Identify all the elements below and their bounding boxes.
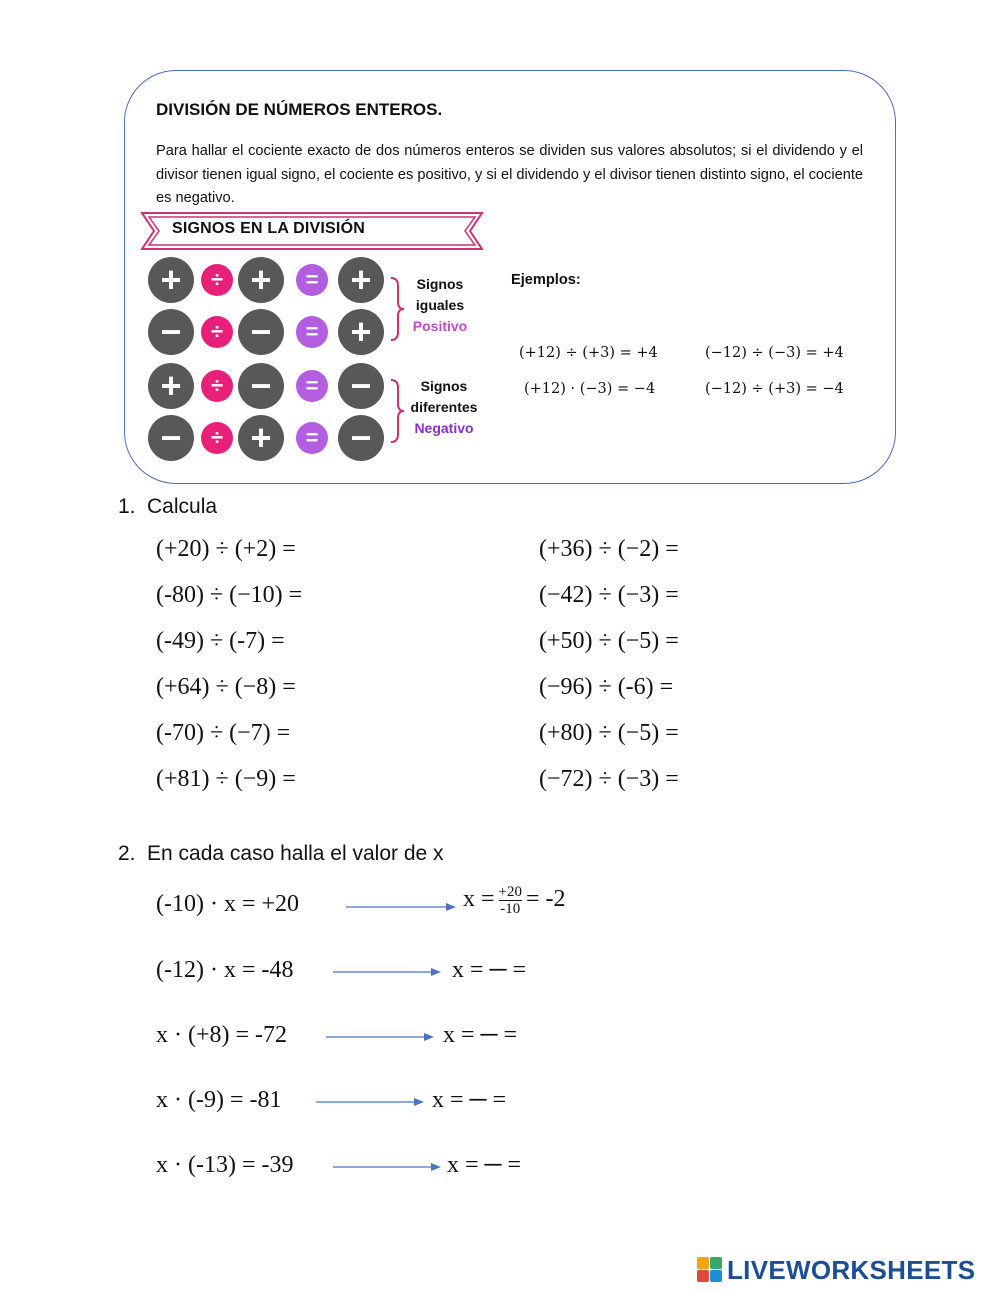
divide-sign-icon: ÷ xyxy=(201,264,233,296)
x-answer-input[interactable]: x = ─ = xyxy=(447,1152,522,1178)
fraction xyxy=(499,884,522,917)
negative-result-label: Negativo xyxy=(414,420,474,436)
example-item: (+12) ÷ (+3) = +4 xyxy=(519,345,658,361)
x-answer-input[interactable]: x = ─ = xyxy=(452,957,527,983)
sign-rule-row xyxy=(148,363,388,411)
section2-number: 2. xyxy=(118,842,136,865)
plus-sign-icon: + xyxy=(338,309,384,355)
example-item: (+12) · (−3) = −4 xyxy=(524,381,656,397)
divide-sign-icon: ÷ xyxy=(201,370,233,402)
x-equation: (-12) · x = -48 xyxy=(156,957,294,983)
x-equation: (-10) · x = +20 xyxy=(156,891,300,917)
divide-sign-icon: ÷ xyxy=(201,316,233,348)
examples-label: Ejemplos: xyxy=(511,272,581,288)
equals-sign-icon: = xyxy=(296,264,328,296)
exercise-equation[interactable]: (−72) ÷ (−3) = xyxy=(539,766,679,792)
exercise-equation[interactable]: (−42) ÷ (−3) = xyxy=(539,582,679,608)
exercise-equation[interactable]: (+50) ÷ (−5) = xyxy=(539,628,679,654)
plus-sign-icon: + xyxy=(238,415,284,461)
exercise-equation[interactable]: (-80) ÷ (−10) = xyxy=(156,582,303,608)
arrow-right-icon xyxy=(333,1162,441,1172)
section2-title: En cada caso halla el valor de x xyxy=(147,842,444,865)
section2-heading xyxy=(118,842,444,866)
exercise-equation[interactable]: (+64) ÷ (−8) = xyxy=(156,674,296,700)
example-item: (−12) ÷ (−3) = +4 xyxy=(705,345,844,361)
minus-sign-icon: − xyxy=(238,309,284,355)
logo-text: LIVEWORKSHEETS xyxy=(727,1254,976,1285)
section1-number: 1. xyxy=(118,495,136,518)
minus-sign-icon: − xyxy=(338,363,384,409)
liveworksheets-logo[interactable] xyxy=(697,1254,975,1286)
signs-banner xyxy=(140,210,484,252)
positive-result-label: Positivo xyxy=(412,318,468,334)
exercise-equation[interactable]: (+80) ÷ (−5) = xyxy=(539,720,679,746)
arrow-right-icon xyxy=(346,902,456,912)
section1-title: Calcula xyxy=(147,495,218,518)
x-equation: x · (-13) = -39 xyxy=(156,1152,294,1178)
fraction-denominator: -10 xyxy=(500,901,521,917)
different-signs-label xyxy=(396,376,492,439)
equal-signs-line2: iguales xyxy=(415,297,465,313)
sign-rule-row xyxy=(148,257,388,305)
plus-sign-icon: + xyxy=(148,363,194,409)
fraction-numerator: +20 xyxy=(498,884,523,900)
plus-sign-icon: + xyxy=(148,257,194,303)
equals-sign-icon: = xyxy=(296,422,328,454)
arrow-right-icon xyxy=(333,967,441,977)
sign-rule-row xyxy=(148,309,388,357)
section1-heading xyxy=(118,495,217,519)
equals-sign-icon: = xyxy=(296,316,328,348)
equal-signs-line1: Signos xyxy=(416,276,464,292)
example-item: (−12) ÷ (+3) = −4 xyxy=(705,381,844,397)
plus-sign-icon: + xyxy=(338,257,384,303)
minus-sign-icon: − xyxy=(148,309,194,355)
info-title: DIVISIÓN DE NÚMEROS ENTEROS. xyxy=(156,100,443,119)
plus-sign-icon: + xyxy=(238,257,284,303)
exercise-equation[interactable]: (−96) ÷ (-6) = xyxy=(539,674,674,700)
banner-title: SIGNOS EN LA DIVISIÓN xyxy=(172,220,365,237)
x-answer-input[interactable]: x = ─ = xyxy=(443,1022,518,1048)
exercise-equation[interactable]: (-49) ÷ (-7) = xyxy=(156,628,285,654)
info-paragraph: Para hallar el cociente exacto de dos números enteros se dividen sus valores absolutos; si el dividendo y el divisor tienen igual signo, el cociente es positivo, y si el dividendo y el divisor tienen distinto signo, el cociente es negativo. xyxy=(156,143,863,206)
arrow-right-icon xyxy=(326,1032,434,1042)
x-answer-result: = -2 xyxy=(526,886,566,913)
exercise-equation[interactable]: (-70) ÷ (−7) = xyxy=(156,720,291,746)
minus-sign-icon: − xyxy=(338,415,384,461)
divide-sign-icon: ÷ xyxy=(201,422,233,454)
arrow-right-icon xyxy=(316,1097,424,1107)
equal-signs-label xyxy=(392,274,488,337)
exercise-equation[interactable]: (+81) ÷ (−9) = xyxy=(156,766,296,792)
equals-sign-icon: = xyxy=(296,370,328,402)
x-equation: x · (+8) = -72 xyxy=(156,1022,288,1048)
x-answer-worked xyxy=(463,884,566,917)
exercise-equation[interactable]: (+36) ÷ (−2) = xyxy=(539,536,679,562)
liveworksheets-logo-icon xyxy=(697,1257,723,1283)
minus-sign-icon: − xyxy=(148,415,194,461)
minus-sign-icon: − xyxy=(238,363,284,409)
diff-signs-line1: Signos xyxy=(420,378,468,394)
x-answer-prefix: x = xyxy=(463,886,495,913)
exercise-equation[interactable]: (+20) ÷ (+2) = xyxy=(156,536,296,562)
x-answer-input[interactable]: x = ─ = xyxy=(432,1087,507,1113)
sign-rule-row xyxy=(148,415,388,463)
x-equation: x · (-9) = -81 xyxy=(156,1087,282,1113)
diff-signs-line2: diferentes xyxy=(410,399,478,415)
